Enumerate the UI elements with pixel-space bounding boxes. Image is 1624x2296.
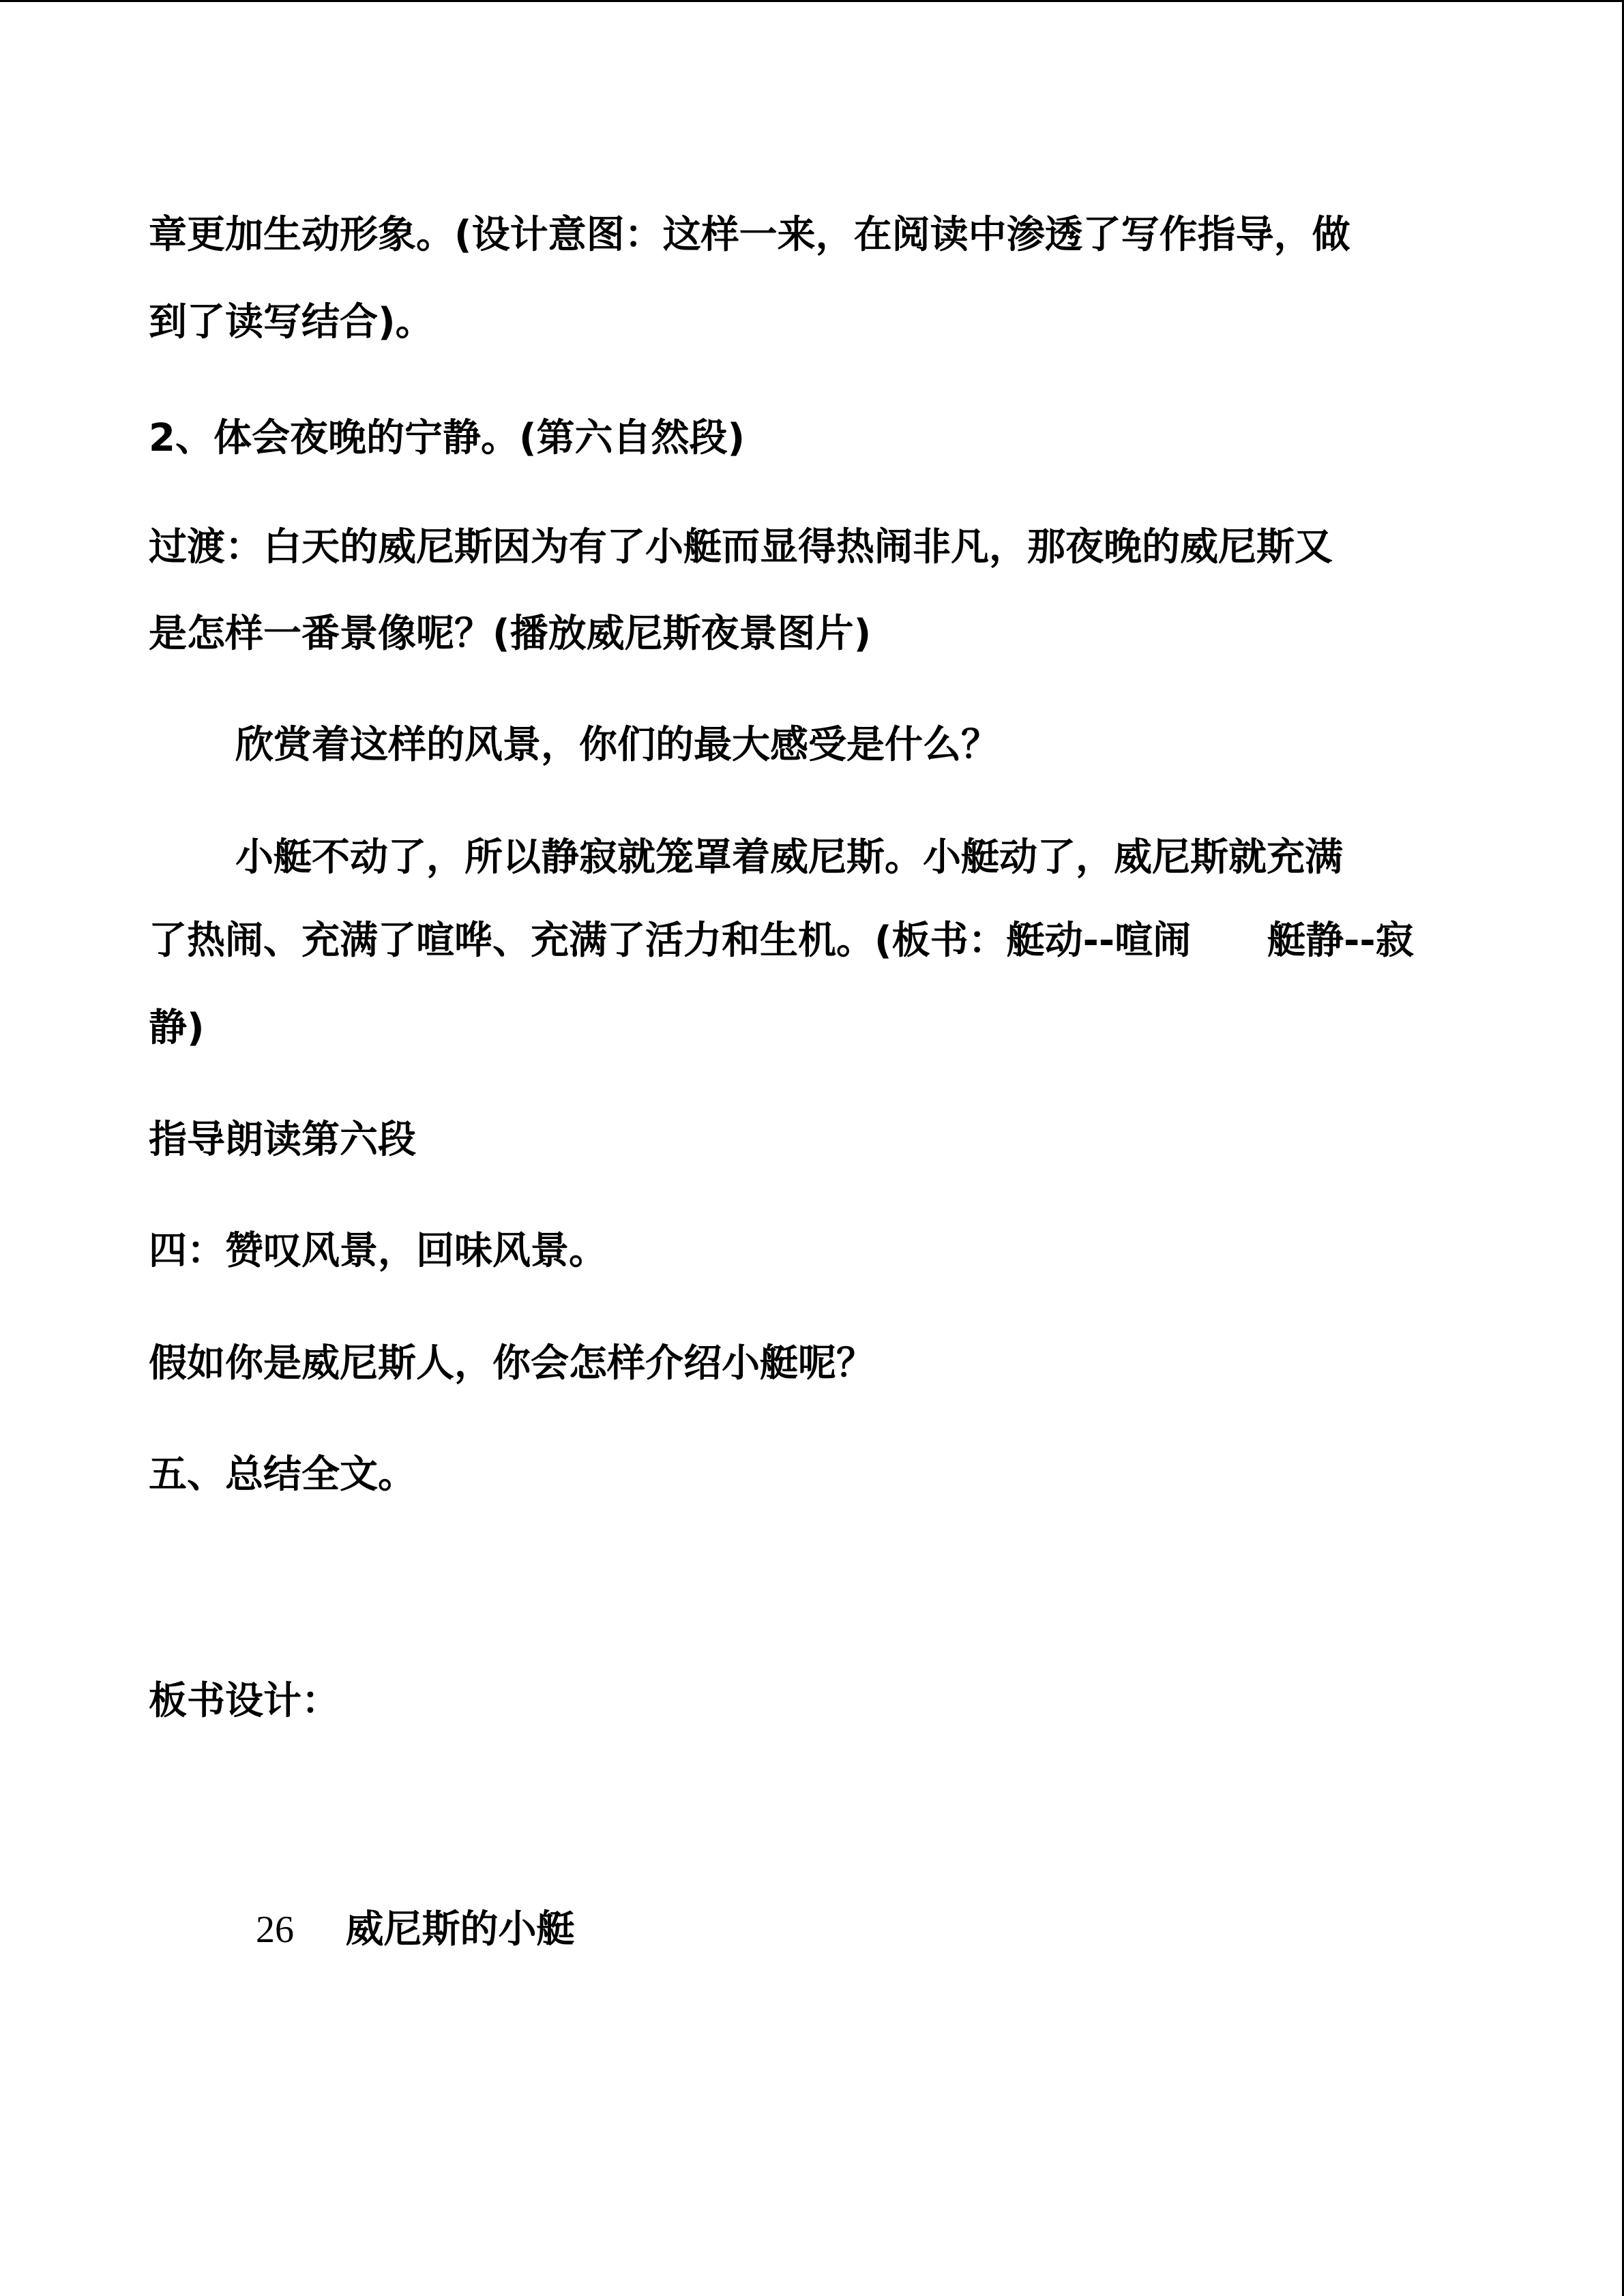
question-line: 欣赏着这样的风景，你们的最大感受是什么？ <box>235 723 999 767</box>
answer-line-1: 小艇不动了，所以静寂就笼罩着威尼斯。小艇动了，威尼斯就充满 <box>235 835 1343 880</box>
guide-reading-line: 指导朗读第六段 <box>149 1118 416 1162</box>
board-title <box>256 1903 575 1957</box>
board-title-number: 26 <box>256 1909 294 1951</box>
section-heading-night: 2、体会夜晚的宁静。(第六自然段) <box>149 416 745 460</box>
paragraph-line-1: 章更加生动形象。(设计意图：这样一来，在阅读中渗透了写作指导，做 <box>149 213 1350 257</box>
board-design-label: 板书设计： <box>149 1679 340 1723</box>
paragraph-line-2: 到了读写结合)。 <box>149 300 434 344</box>
board-title-text: 威尼斯的小艇 <box>345 1907 575 1952</box>
answer-line-2: 了热闹、充满了喧哗、充满了活力和生机。(板书：艇动--喧闹 艇静--寂 <box>149 919 1414 963</box>
answer-line-3: 静) <box>149 1006 205 1050</box>
section-five-heading: 五、总结全文。 <box>149 1452 416 1497</box>
suppose-question-line: 假如你是威尼斯人，你会怎样介绍小艇呢？ <box>149 1341 874 1386</box>
transition-line-1: 过渡：白天的威尼斯因为有了小艇而显得热闹非凡，那夜晚的威尼斯又 <box>149 525 1333 569</box>
section-four-heading: 四：赞叹风景，回味风景。 <box>149 1229 607 1273</box>
page-border-top <box>0 0 1624 2</box>
transition-line-2: 是怎样一番景像呢？(播放威尼斯夜景图片) <box>149 612 872 656</box>
